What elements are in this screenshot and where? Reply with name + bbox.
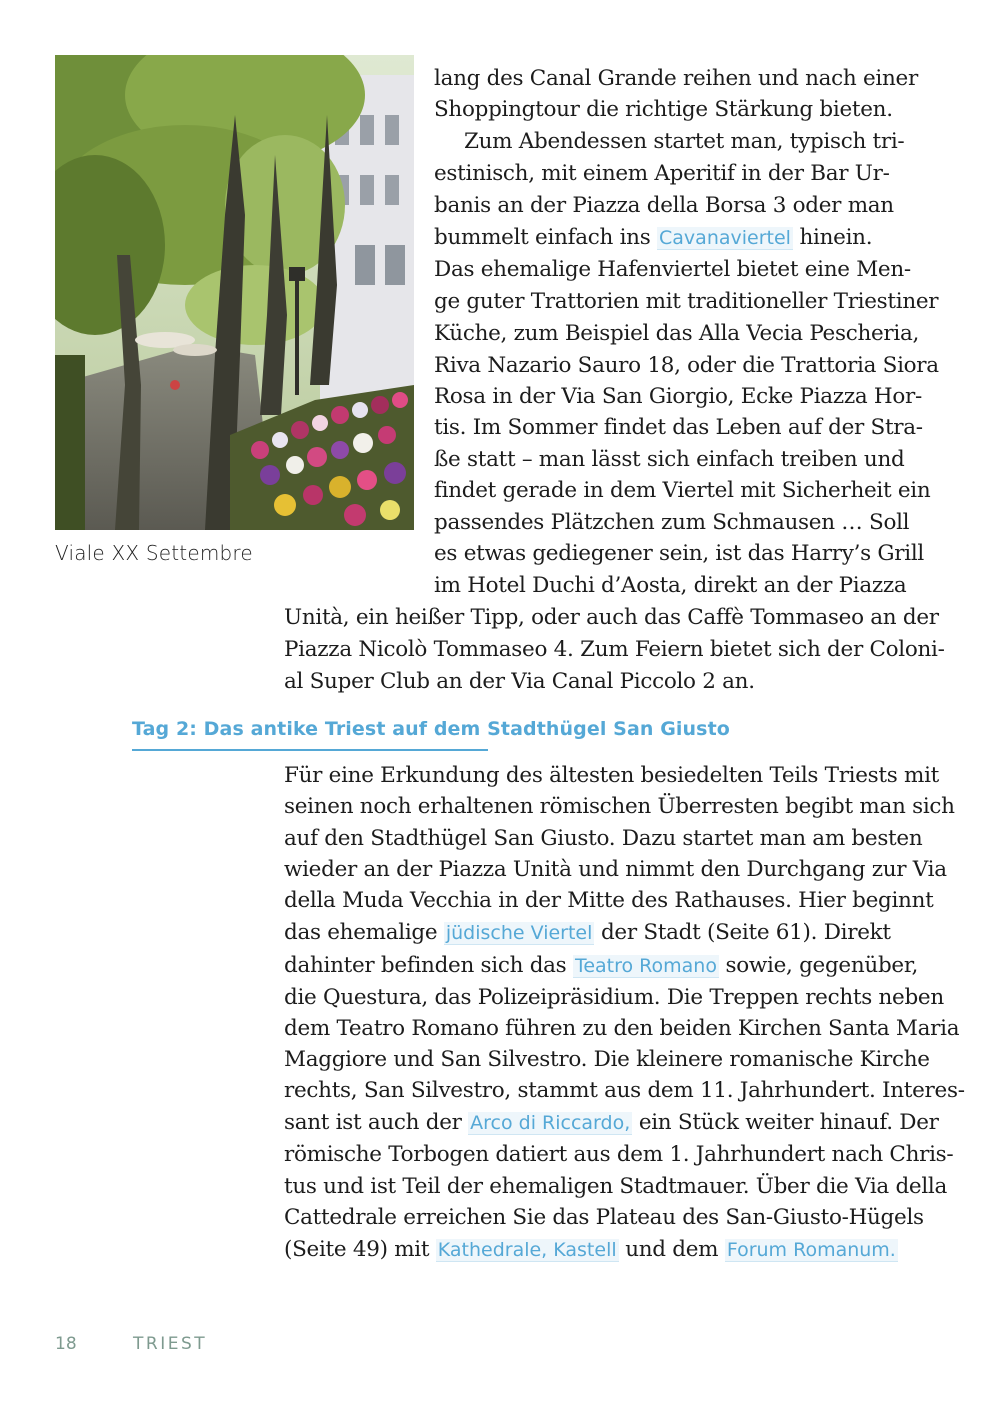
text-line: auf den Stadthügel San Giusto. Dazu startet man am besten: [284, 826, 923, 851]
street-photo-illustration: [55, 55, 414, 530]
text-fragment: sant ist auch der: [284, 1110, 462, 1135]
text-line: im Hotel Duchi d’Aosta, direkt an der Piazza: [434, 573, 907, 598]
text-fragment: ein Stück weiter hinauf. Der: [638, 1110, 939, 1135]
link-juedische-viertel[interactable]: jüdische Viertel: [445, 922, 593, 944]
text-line: Cattedrale erreichen Sie das Plateau des San-Giusto-Hügels: [284, 1205, 924, 1230]
text-fragment: bummelt einfach ins: [434, 225, 651, 250]
photo-caption: Viale XX Settembre: [55, 541, 253, 565]
link-cavanaviertel[interactable]: Cavanaviertel: [659, 227, 791, 249]
text-line: della Muda Vecchia in der Mitte des Rathauses. Hier beginnt: [284, 888, 934, 913]
text-line: tus und ist Teil der ehemaligen Stadtmauer. Über die Via della: [284, 1174, 948, 1199]
link-arco-di-riccardo[interactable]: Arco di Riccardo,: [470, 1112, 631, 1134]
running-title: TRIEST: [133, 1334, 208, 1354]
text-line: Shoppingtour die richtige Stärkung bieten.: [434, 97, 893, 122]
link-forum-romanum[interactable]: Forum Romanum.: [726, 1239, 896, 1261]
text-line: Riva Nazario Sauro 18, oder die Trattoria Siora: [434, 353, 939, 378]
text-line: al Super Club an der Via Canal Piccolo 2 an.: [284, 669, 755, 694]
text-line: Küche, zum Beispiel das Alla Vecia Pescheria,: [434, 321, 920, 346]
text-line: es etwas gediegener sein, ist das Harry’s Grill: [434, 541, 924, 566]
text-fragment: der Stadt (Seite 61). Direkt: [600, 920, 891, 945]
text-line: estinisch, mit einem Aperitif in der Bar Ur-: [434, 161, 890, 186]
text-line: die Questura, das Polizeipräsidium. Die Treppen rechts neben: [284, 985, 944, 1010]
heading-underline: [132, 749, 488, 751]
text-fragment: (Seite 49) mit: [284, 1237, 430, 1262]
text-line: tis. Im Sommer findet das Leben auf der Stra-: [434, 415, 923, 440]
text-line: findet gerade in dem Viertel mit Sicherheit ein: [434, 478, 931, 503]
link-teatro-romano[interactable]: Teatro Romano: [574, 955, 717, 977]
text-line: Das ehemalige Hafenviertel bietet eine Men-: [434, 257, 911, 282]
text-line: banis an der Piazza della Borsa 3 oder man: [434, 193, 894, 218]
text-line-with-link: [284, 950, 918, 982]
text-line: passendes Plätzchen zum Schmausen … Soll: [434, 510, 910, 535]
text-fragment: und dem: [625, 1237, 719, 1262]
text-line: dem Teatro Romano führen zu den beiden Kirchen Santa Maria: [284, 1016, 960, 1041]
text-line: Piazza Nicolò Tommaseo 4. Zum Feiern bietet sich der Coloni-: [284, 637, 945, 662]
text-line: Für eine Erkundung des ältesten besiedelten Teils Triests mit: [284, 763, 940, 788]
text-line: Maggiore und San Silvestro. Die kleinere romanische Kirche: [284, 1047, 930, 1072]
text-line: seinen noch erhaltenen römischen Überresten begibt man sich: [284, 794, 955, 819]
page-number: 18: [55, 1334, 77, 1354]
text-line: ge guter Trattorien mit traditioneller Triestiner: [434, 289, 939, 314]
text-line-with-link: [284, 1107, 939, 1139]
text-fragment: sowie, gegenüber,: [725, 953, 918, 978]
text-line: rechts, San Silvestro, stammt aus dem 11. Jahrhundert. Interes-: [284, 1078, 965, 1103]
link-kathedrale-kastell[interactable]: Kathedrale, Kastell: [437, 1239, 617, 1261]
text-fragment: das ehemalige: [284, 920, 438, 945]
text-line: römische Torbogen datiert aus dem 1. Jahrhundert nach Chris-: [284, 1142, 954, 1167]
text-line: Zum Abendessen startet man, typisch tri-: [464, 129, 905, 154]
text-line: wieder an der Piazza Unità und nimmt den Durchgang zur Via: [284, 857, 947, 882]
text-line: lang des Canal Grande reihen und nach einer: [434, 66, 918, 91]
text-line: ße statt – man lässt sich einfach treiben und: [434, 447, 905, 472]
text-line-with-links: [284, 1234, 898, 1266]
text-line: Unità, ein heißer Tipp, oder auch das Caffè Tommaseo an der: [284, 605, 939, 630]
text-fragment: dahinter befinden sich das: [284, 953, 567, 978]
text-line: Rosa in der Via San Giorgio, Ecke Piazza Hor-: [434, 384, 922, 409]
street-photo: [55, 55, 414, 530]
text-line-with-link: [284, 917, 891, 949]
text-line-with-link: [434, 222, 872, 254]
text-fragment: hinein.: [799, 225, 873, 250]
section-heading: Tag 2: Das antike Triest auf dem Stadthügel San Giusto: [132, 718, 730, 740]
